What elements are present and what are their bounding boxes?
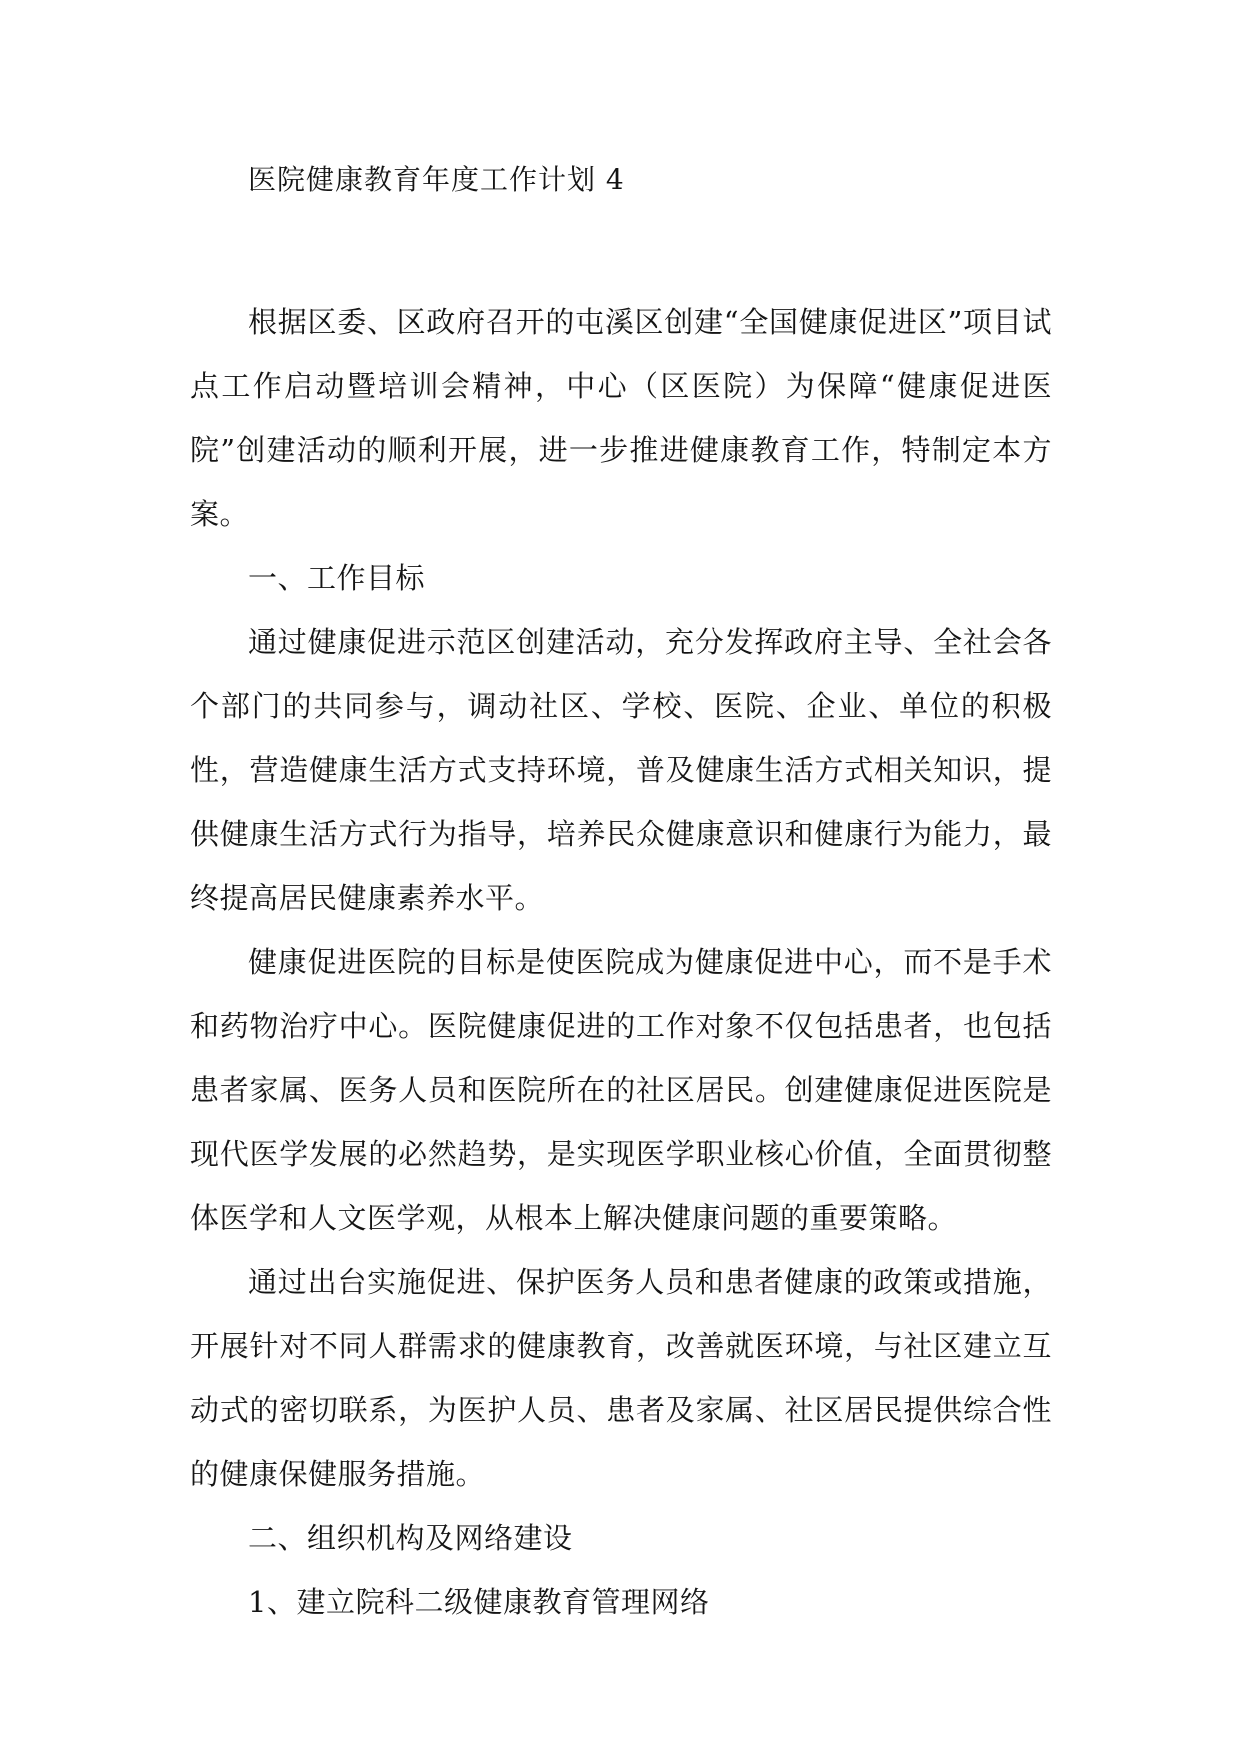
goals-paragraph-3: 通过出台实施促进、保护医务人员和患者健康的政策或措施，开展针对不同人群需求的健康教育，改善就医环境，与社区建立互动式的密切联系，为医护人员、患者及家属、社区居民提供综合性的健康保健服务措施。	[190, 1265, 1052, 1491]
goals-paragraph-2: 健康促进医院的目标是使医院成为健康促进中心，而不是手术和药物治疗中心。医院健康促进的工作对象不仅包括患者，也包括患者家属、医务人员和医院所在的社区居民。创建健康促进医院是现代医学发展的必然趋势，是实现医学职业核心价值，全面贯彻整体医学和人文医学观，从根本上解决健康问题的重要策略。	[190, 945, 1052, 1235]
section-heading-organization: 二、组织机构及网络建设	[248, 1521, 573, 1555]
document-body	[190, 290, 1052, 1634]
document-title: 医院健康教育年度工作计划 4	[248, 163, 625, 196]
subsection-heading-network: 1、建立院科二级健康教育管理网络	[248, 1585, 710, 1619]
section-heading-goals: 一、工作目标	[248, 561, 426, 595]
goals-paragraph-1: 通过健康促进示范区创建活动，充分发挥政府主导、全社会各个部门的共同参与，调动社区、学校、医院、企业、单位的积极性，营造健康生活方式支持环境，普及健康生活方式相关知识，提供健康生活方式行为指导，培养民众健康意识和健康行为能力，最终提高居民健康素养水平。	[190, 625, 1052, 915]
intro-paragraph: 根据区委、区政府召开的屯溪区创建“全国健康促进区”项目试点工作启动暨培训会精神，中心（区医院）为保障“健康促进医院”创建活动的顺利开展，进一步推进健康教育工作，特制定本方案。	[190, 305, 1052, 531]
